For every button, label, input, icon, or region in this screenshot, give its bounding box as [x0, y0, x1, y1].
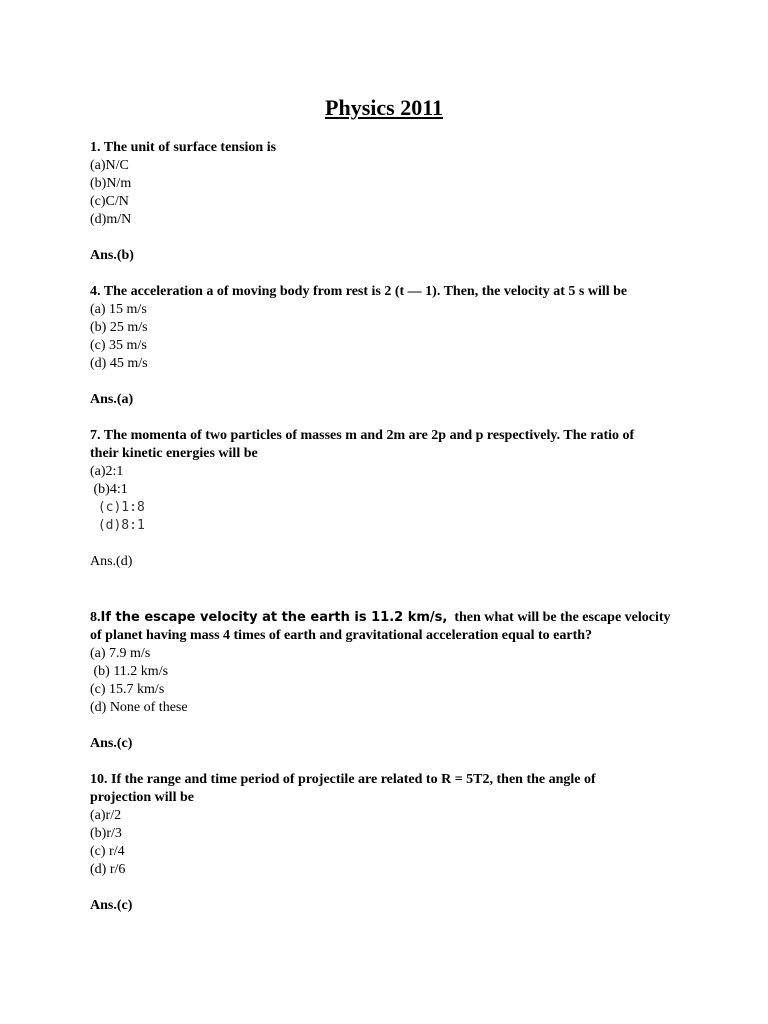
question-10-option-c: (c) r/4	[90, 844, 125, 859]
question-1	[90, 139, 690, 265]
question-7-option-a: (a)2:1	[90, 464, 124, 479]
question-4-option-d: (d) 45 m/s	[90, 356, 148, 371]
question-1-option-d: (d)m/N	[90, 212, 132, 227]
question-10-text-line-1: 10. If the range and time period of projectile are related to R = 5T2, then the angle of	[90, 772, 596, 787]
question-4-text: 4. The acceleration a of moving body from rest is 2 (t — 1). Then, the velocity at 5 s will be	[90, 284, 628, 299]
question-8-answer: Ans.(c)	[90, 736, 133, 751]
question-4-option-c: (c) 35 m/s	[90, 338, 147, 353]
question-8-option-a: (a) 7.9 m/s	[90, 646, 151, 661]
question-8-rest-text: then what will be the escape velocity	[447, 610, 671, 625]
question-7-answer: Ans.(d)	[90, 554, 133, 569]
question-7	[90, 427, 690, 571]
question-8	[90, 609, 690, 753]
question-8-text-line-1	[90, 609, 690, 627]
page-title: Physics 2011	[325, 95, 443, 120]
question-8-option-d: (d) None of these	[90, 700, 188, 715]
question-10-option-b: (b)r/3	[90, 826, 122, 841]
question-8-option-b: (b) 11.2 km/s	[90, 664, 169, 679]
question-10-text-line-2: projection will be	[90, 790, 194, 805]
question-7-text-line-1: 7. The momenta of two particles of masses m and 2m are 2p and p respectively. The ratio of	[90, 428, 635, 443]
question-7-text-line-2: their kinetic energies will be	[90, 446, 258, 461]
question-7-option-d: (d)8:1	[90, 518, 145, 533]
question-4-option-a: (a) 15 m/s	[90, 302, 147, 317]
question-list	[90, 139, 690, 915]
question-8-sans-text: If the escape velocity at the earth is 11.2 km/s,	[100, 610, 448, 625]
question-8-number: 8.	[90, 610, 101, 625]
question-4-answer: Ans.(a)	[90, 392, 134, 407]
question-10	[90, 771, 690, 915]
question-10-option-a: (a)r/2	[90, 808, 122, 823]
question-4	[90, 283, 690, 409]
question-8-option-c: (c) 15.7 km/s	[90, 682, 165, 697]
question-8-text-line-2: of planet having mass 4 times of earth and gravitational acceleration equal to earth?	[90, 628, 593, 643]
question-7-option-b: (b)4:1	[90, 482, 128, 497]
question-1-option-a: (a)N/C	[90, 158, 129, 173]
question-10-option-d: (d) r/6	[90, 862, 126, 877]
question-10-answer: Ans.(c)	[90, 898, 133, 913]
question-4-option-b: (b) 25 m/s	[90, 320, 148, 335]
question-1-option-b: (b)N/m	[90, 176, 132, 191]
question-7-option-c: (c)1:8	[90, 500, 145, 515]
question-1-option-c: (c)C/N	[90, 194, 129, 209]
question-1-text: 1. The unit of surface tension is	[90, 140, 277, 155]
question-1-answer: Ans.(b)	[90, 248, 134, 263]
